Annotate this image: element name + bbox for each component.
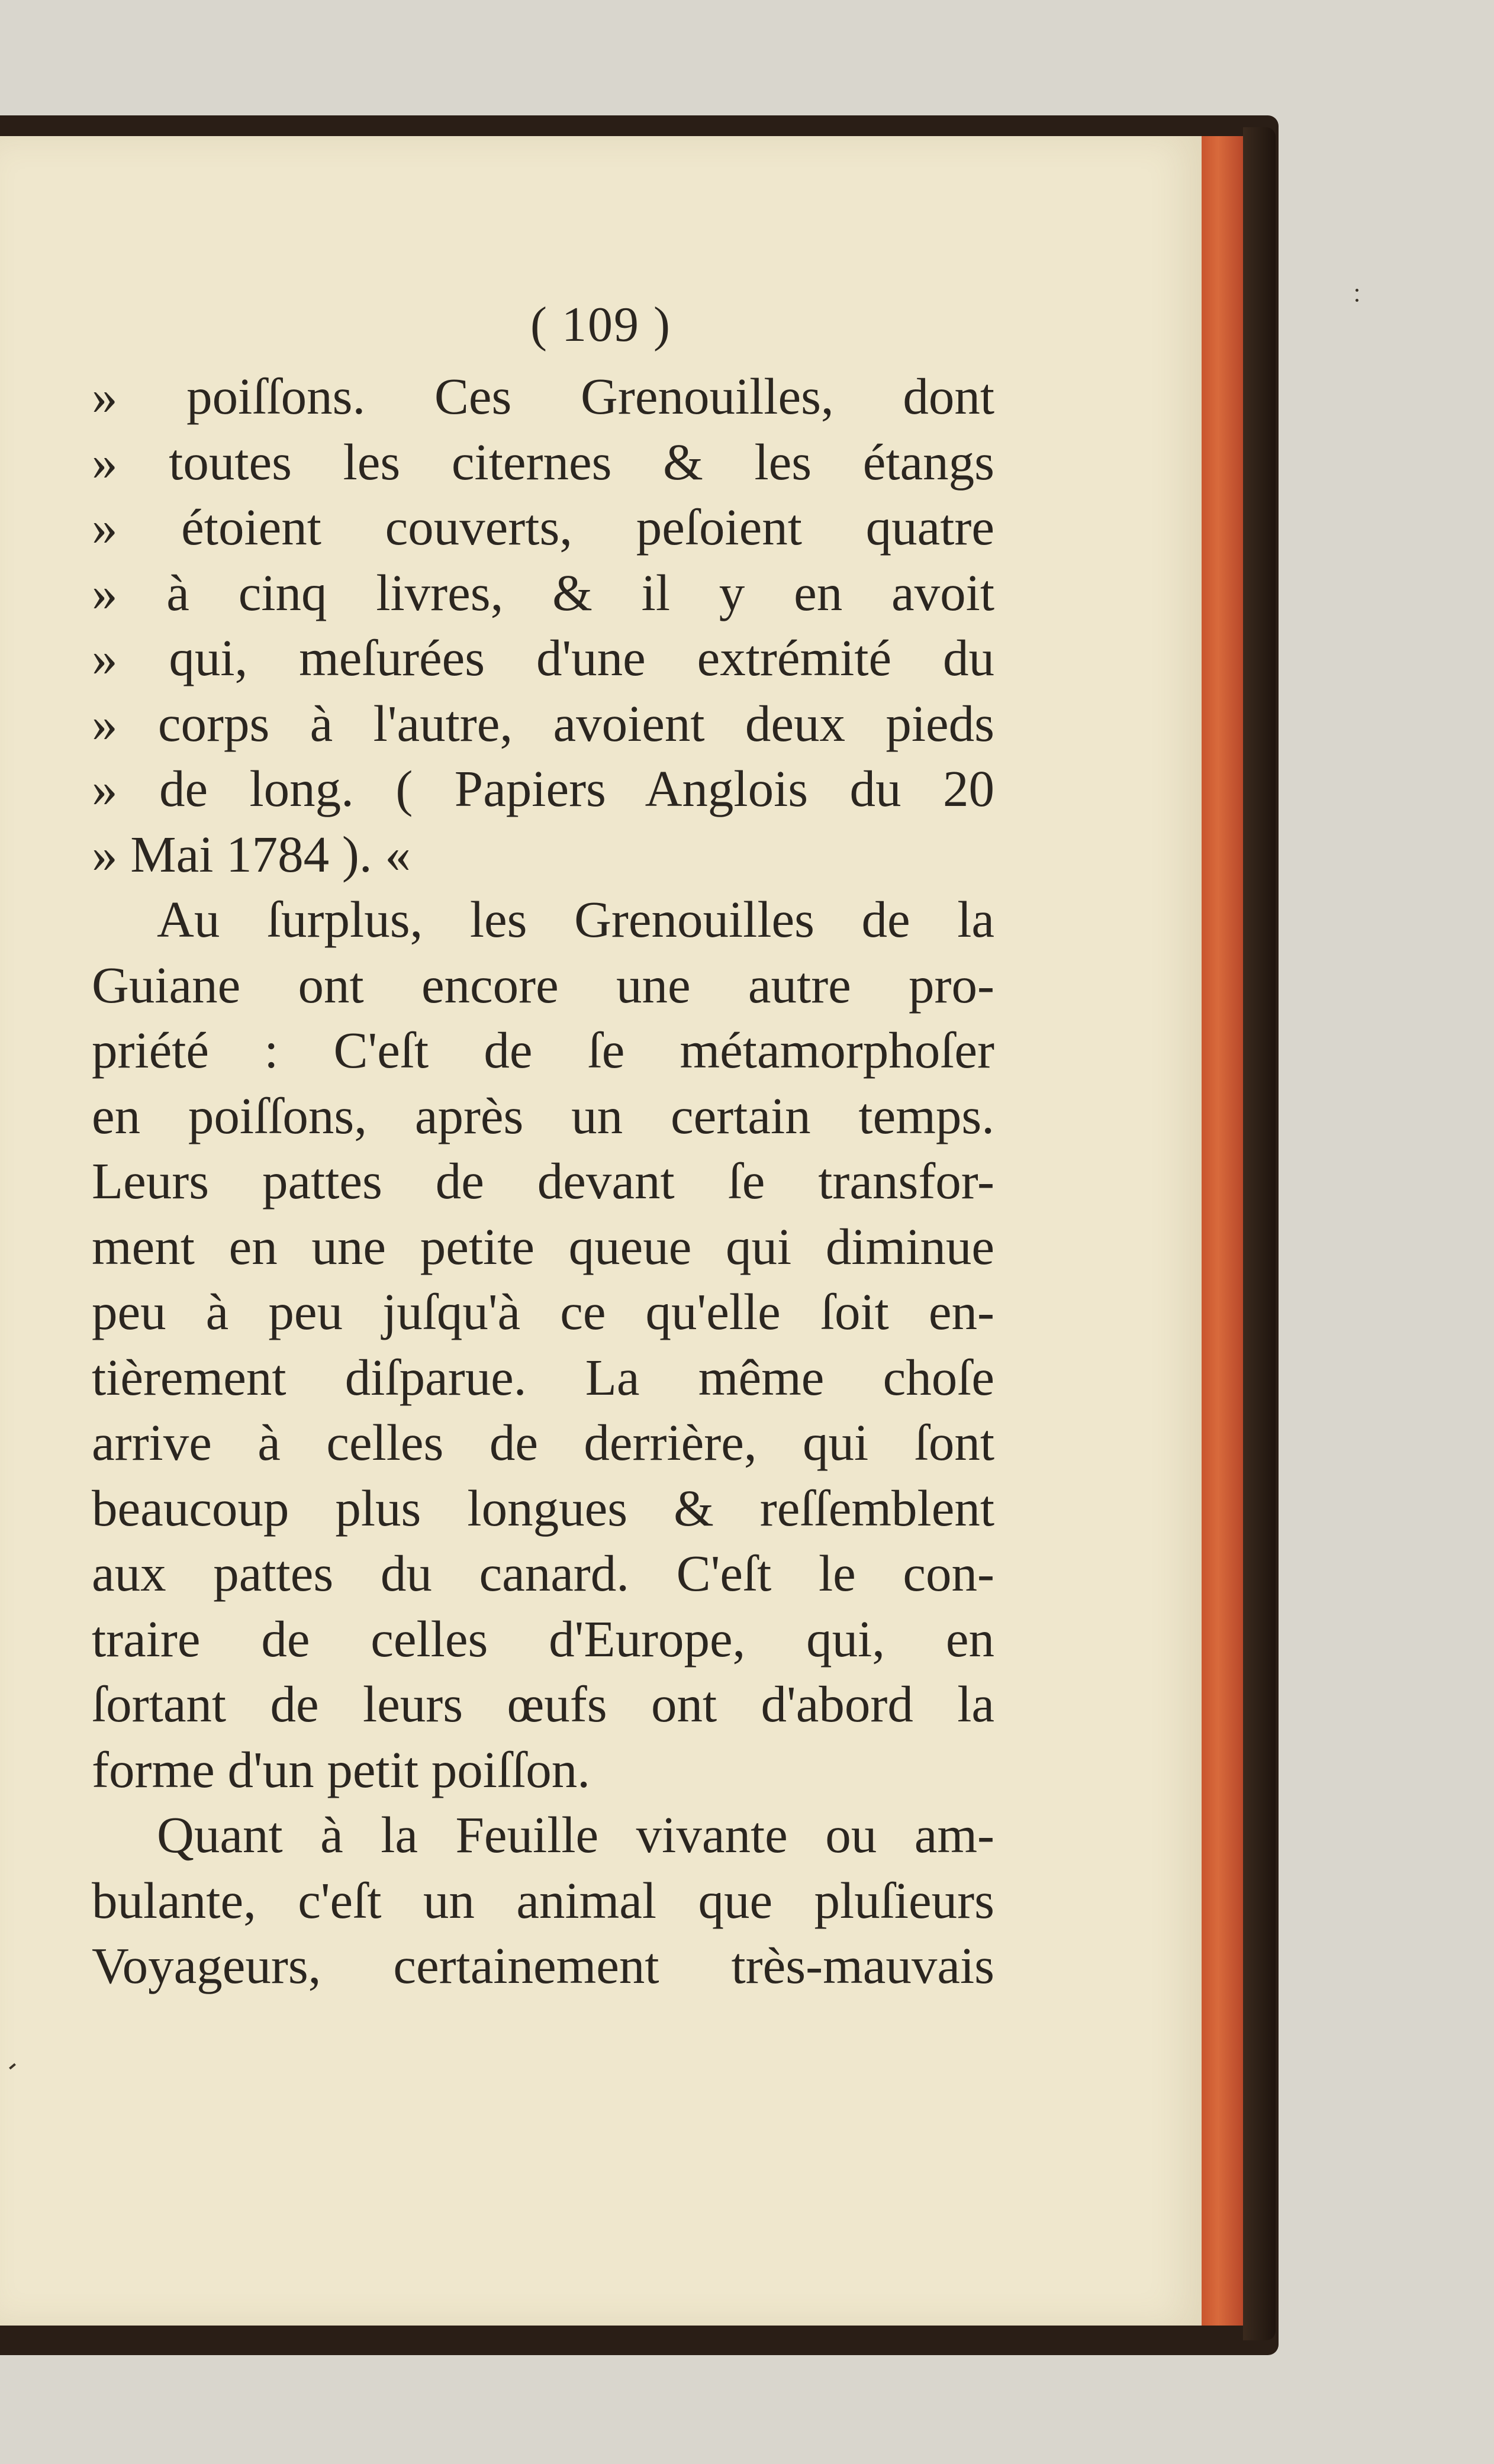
- text-line: Au ſurplus, les Grenouilles de la: [157, 891, 994, 948]
- page-fore-edge: [1202, 136, 1243, 2326]
- text-line: » à cinq livres, & il y en avoit: [92, 563, 994, 621]
- text-line: » corps à l'autre, avoient deux pieds: [92, 694, 994, 752]
- text-line: Quant à la Feuille vivante ou am-: [157, 1806, 994, 1863]
- scan-speck: [1355, 299, 1358, 302]
- page-text: [92, 364, 994, 1999]
- book-spine-edge: [1243, 127, 1276, 2340]
- text-line: forme d'un petit poiſſon.: [92, 1740, 591, 1798]
- text-line: Guiane ont encore une autre pro-: [92, 956, 994, 1014]
- text-line: tièrement diſparue. La même choſe: [92, 1348, 994, 1406]
- text-line: » étoient couverts, peſoient quatre: [92, 498, 994, 556]
- text-line: » toutes les citernes & les étangs: [92, 433, 994, 491]
- text-line: peu à peu juſqu'à ce qu'elle ſoit en-: [92, 1283, 994, 1340]
- text-line: beaucoup plus longues & reſſemblent: [92, 1479, 994, 1537]
- text-line: bulante, c'eſt un animal que pluſieurs: [92, 1871, 994, 1929]
- text-line: Leurs pattes de devant ſe transfor-: [92, 1152, 994, 1210]
- text-line: aux pattes du canard. C'eſt le con-: [92, 1544, 994, 1602]
- text-line: ment en une petite queue qui diminue: [92, 1217, 994, 1275]
- text-line: traire de celles d'Europe, qui, en: [92, 1610, 994, 1668]
- text-line: » poiſſons. Ces Grenouilles, dont: [92, 367, 994, 425]
- scan-speck: [1355, 289, 1358, 292]
- text-line: en poiſſons, après un certain temps.: [92, 1086, 994, 1144]
- text-line: priété : C'eſt de ſe métamorphoſer: [92, 1021, 994, 1079]
- text-line: » Mai 1784 ). «: [92, 825, 411, 883]
- text-line: arrive à celles de derrière, qui ſont: [92, 1414, 994, 1471]
- page-number: ( 109 ): [530, 297, 671, 352]
- text-line: ſortant de leurs œufs ont d'abord la: [92, 1675, 994, 1733]
- text-line: » de long. ( Papiers Anglois du 20: [92, 760, 994, 817]
- text-line: Voyageurs, certainement très-mauvais: [92, 1937, 994, 1994]
- text-line: » qui, meſurées d'une extrémité du: [92, 629, 994, 686]
